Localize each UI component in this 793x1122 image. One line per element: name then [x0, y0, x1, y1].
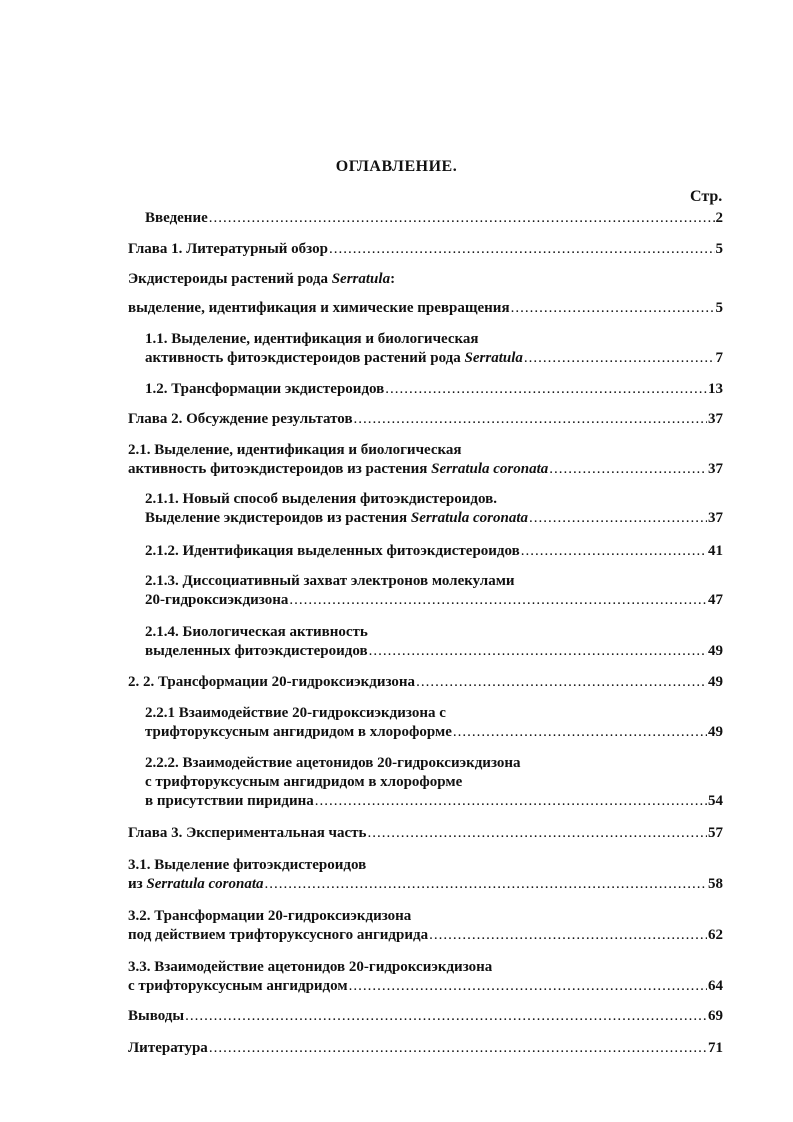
- toc-entry: Литература ..... 71: [128, 1039, 723, 1058]
- page-title: ОГЛАВЛЕНИЕ.: [335, 158, 458, 175]
- toc-entry: Глава 1. Литературный обзор ..... 5: [128, 240, 723, 259]
- toc-entry: 2.2.2. Взаимодействие ацетонидов 20-гидроксиэкдизона с трифторуксусным ангидридом в хлороформе в присутствии пиридина ..... 54: [145, 754, 723, 811]
- toc-entry: 2.1.1. Новый способ выделения фитоэкдистероидов. Выделение экдистероидов из растения Serratula coronata ..... 37: [145, 490, 723, 528]
- toc-entry: Экдистероиды растений рода Serratula:: [128, 271, 396, 287]
- toc-entry: Глава 2. Обсуждение результатов ..... 37: [128, 410, 723, 429]
- toc-entry: 3.1. Выделение фитоэкдистероидов из Serratula coronata ..... 58: [128, 856, 723, 894]
- toc-entry: выделение, идентификация и химические превращения ..... 5: [128, 299, 723, 318]
- toc-entry: 3.3. Взаимодействие ацетонидов 20-гидроксиэкдизона с трифторуксусным ангидридом ..... 64: [128, 958, 723, 996]
- toc-entry: 3.2. Трансформации 20-гидроксиэкдизона под действием трифторуксусного ангидрида ..... 62: [128, 907, 723, 945]
- toc-entry: 1.1. Выделение, идентификация и биологическая активность фитоэкдистероидов растений рода Serratula ..... 7: [145, 330, 723, 368]
- toc-entry: Выводы ..... 69: [128, 1007, 723, 1026]
- toc-entry: Глава 3. Экспериментальная часть ..... 57: [128, 824, 723, 843]
- toc-entry: 2. 2. Трансформации 20-гидроксиэкдизона ..... 49: [128, 673, 723, 692]
- toc-entry: 2.1.2. Идентификация выделенных фитоэкдистероидов ..... 41: [145, 542, 723, 561]
- toc-entry: 1.2. Трансформации экдистероидов ..... 13: [145, 380, 723, 399]
- toc-entry: 2.1.3. Диссоциативный захват электронов молекулами 20-гидроксиэкдизона ..... 47: [145, 572, 723, 610]
- page-column-label: Стр.: [690, 188, 723, 205]
- toc-entry: 2.1. Выделение, идентификация и биологическая активность фитоэкдистероидов из растения Serratula coronata ..... 37: [128, 441, 723, 479]
- toc-entry: Введение ..... 2: [145, 209, 723, 228]
- toc-entry: 2.1.4. Биологическая активность выделенных фитоэкдистероидов ..... 49: [145, 623, 723, 661]
- toc-entry: 2.2.1 Взаимодействие 20-гидроксиэкдизона с трифторуксусным ангидридом в хлороформе ..... 49: [145, 704, 723, 742]
